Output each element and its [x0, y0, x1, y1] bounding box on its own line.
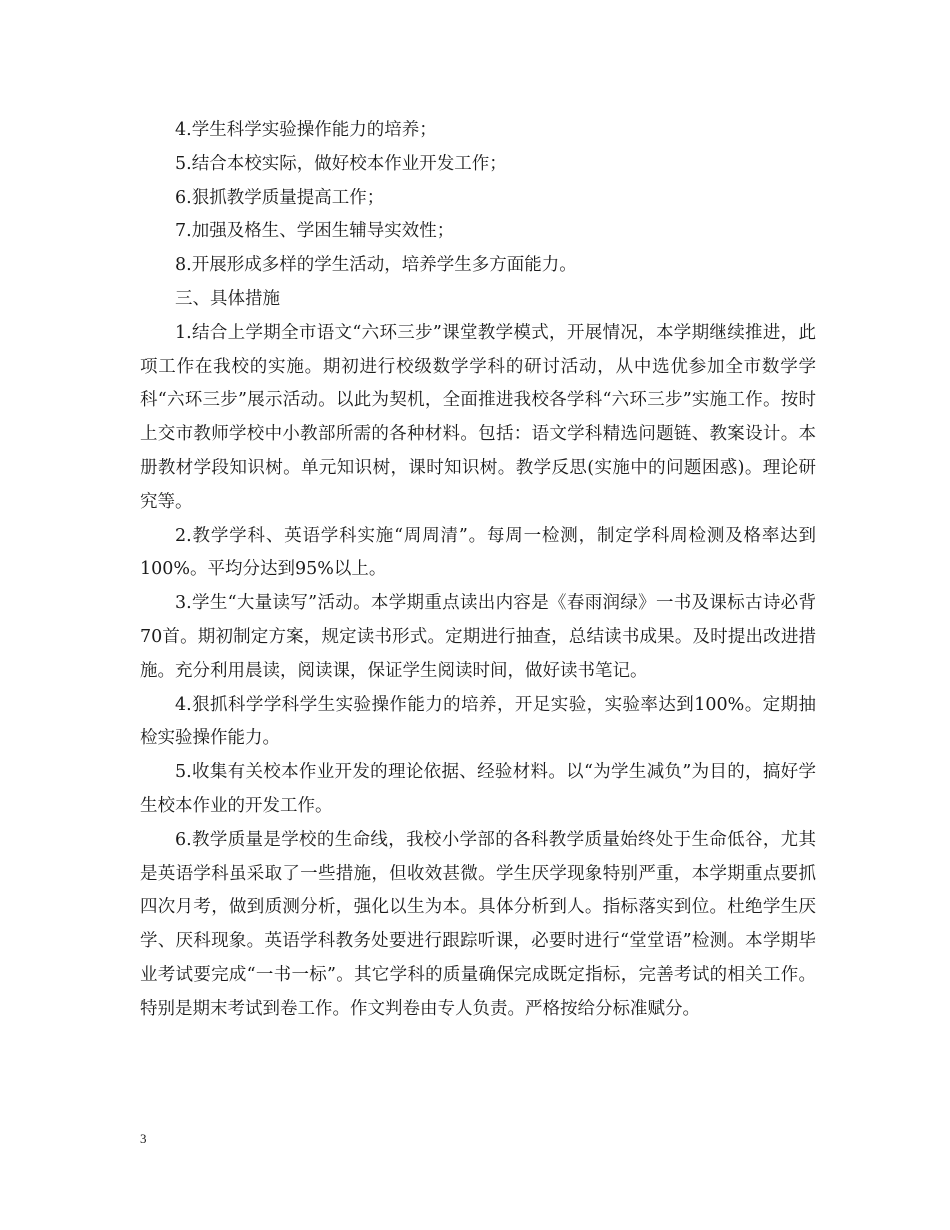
list-item-8: 8.开展形成多样的学生活动，培养学生多方面能力。: [175, 255, 577, 276]
list-item-4: 4.学生科学实验操作能力的培养；: [175, 120, 437, 140]
list-item-7: 7.加强及格生、学困生辅导实效性；: [175, 221, 455, 242]
paragraph-2: 2.教学学科、英语学科实施“周周清”。每周一检测，制定学科周检测及格率达到100%。平均分达到95%以上。: [140, 525, 816, 580]
paragraph-3: 3.学生“大量读写”活动。本学期重点读出内容是《春雨润绿》一书及课标古诗必背70首。期初制定方案，规定读书形式。定期进行抽查，总结读书成果。及时提出改进措施。充分利用晨读，阅读课，保证学生阅读时间，做好读书笔记。: [140, 593, 816, 681]
paragraph-5: 5.收集有关校本作业开发的理论依据、经验材料。以“为学生减负”为目的，搞好学生校本作业的开发工作。: [140, 762, 816, 816]
list-item-6: 6.狠抓教学质量提高工作；: [175, 187, 385, 208]
paragraph-6: 6.教学质量是学校的生命线，我校小学部的各科教学质量始终处于生命低谷，尤其是英语学科虽采取了一些措施，但收效甚微。学生厌学现象特别严重，本学期重点要抓四次月考，做到质测分析，强化以生为本。具体分析到人。指标落实到位。杜绝学生厌学、厌科现象。英语学科教务处要进行跟踪听课，必要时进行“堂堂语”检测。本学期毕业考试要完成“一书一标”。其它学科的质量确保完成既定指标，完善考试的相关工作。特别是期末考试到卷工作。作文判卷由专人负责。严格按给分标准赋分。: [140, 829, 816, 1019]
list-item-5: 5.结合本校实际，做好校本作业开发工作；: [175, 153, 507, 174]
page-number: 3: [140, 1131, 147, 1146]
document-body: [140, 114, 816, 1027]
paragraph-4: 4.狠抓科学学科学生实验操作能力的培养，开足实验，实验率达到100%。定期抽检实验操作能力。: [140, 694, 816, 749]
section-heading: 三、具体措施: [175, 288, 280, 309]
paragraph-1: 1.结合上学期全市语文“六环三步”课堂教学模式，开展情况，本学期继续推进，此项工作在我校的实施。期初进行校级数学学科的研讨活动，从中选优参加全市数学学科“六环三步”展示活动。以此为契机，全面推进我校各学科“六环三步”实施工作。按时上交市教师学校中小教部所需的各种材料。包括：语文学科精选问题链、教案设计。本册教材学段知识树。单元知识树，课时知识树。教学反思(实施中的问题困惑)。理论研究等。: [140, 322, 816, 512]
